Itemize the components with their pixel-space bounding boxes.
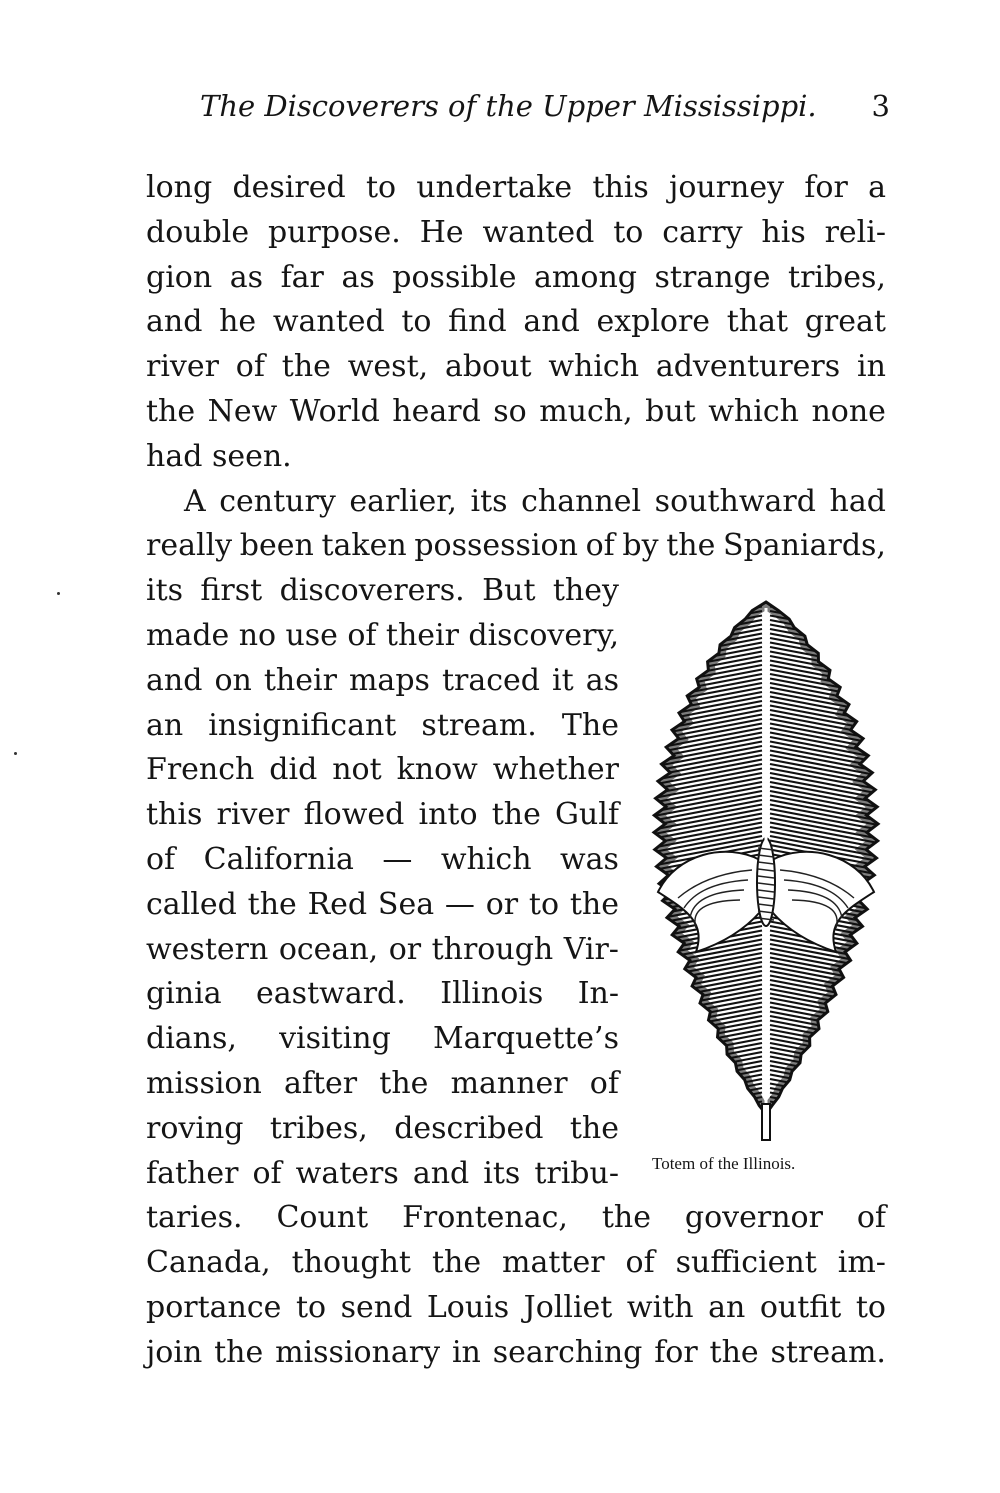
page-number: 3 [871, 89, 890, 123]
text-line: an insignificant stream. The [146, 707, 619, 743]
text-line: really been taken possession of by the Spaniards, [146, 528, 886, 564]
text-line: mission after the manner of [146, 1066, 619, 1101]
text-line: father of waters and its tribu- [146, 1155, 619, 1191]
text-line: join the missionary in searching for the stream. [146, 1334, 886, 1370]
text-line: this river flowed into the Gulf [146, 797, 619, 833]
text-line: French did not know whether [146, 752, 619, 788]
text-line: and on their maps traced it as [146, 662, 619, 698]
figure-caption: Totem of the Illinois. [652, 1154, 796, 1173]
text-line: Canada, thought the matter of sufficient im- [146, 1245, 886, 1281]
leaf-totem-icon [640, 592, 890, 1162]
text-line: western ocean, or through Vir- [146, 931, 619, 967]
running-head-title: The Discoverers of the Upper Mississippi. [200, 89, 817, 123]
print-speck [57, 592, 60, 595]
running-head [200, 86, 890, 126]
text-line: made no use of their discovery, [146, 618, 619, 653]
text-line: ginia eastward. Illinois In- [146, 976, 619, 1012]
text-line: dians, visiting Marquette’s [146, 1021, 619, 1057]
text-line: of California — which was [146, 842, 619, 877]
text-line: portance to send Louis Jolliet with an outfit to [146, 1290, 886, 1325]
text-line: A century earlier, its channel southward had [184, 483, 886, 519]
text-line: the New World heard so much, but which none [146, 394, 886, 429]
text-line: and he wanted to find and explore that great [146, 304, 886, 340]
text-line: gion as far as possible among strange tribes, [146, 259, 886, 295]
text-line: river of the west, about which adventurers in [146, 349, 886, 385]
text-line: long desired to undertake this journey for a [146, 170, 886, 205]
totem-figure [640, 592, 890, 1182]
text-line: its first discoverers. But they [146, 573, 619, 609]
text-line: had seen. [146, 438, 292, 474]
text-line: roving tribes, described the [146, 1110, 619, 1146]
text-line: double purpose. He wanted to carry his reli- [146, 214, 886, 250]
print-speck [14, 752, 17, 755]
text-line: taries. Count Frontenac, the governor of [146, 1200, 886, 1236]
text-line: called the Red Sea — or to the [146, 886, 619, 922]
